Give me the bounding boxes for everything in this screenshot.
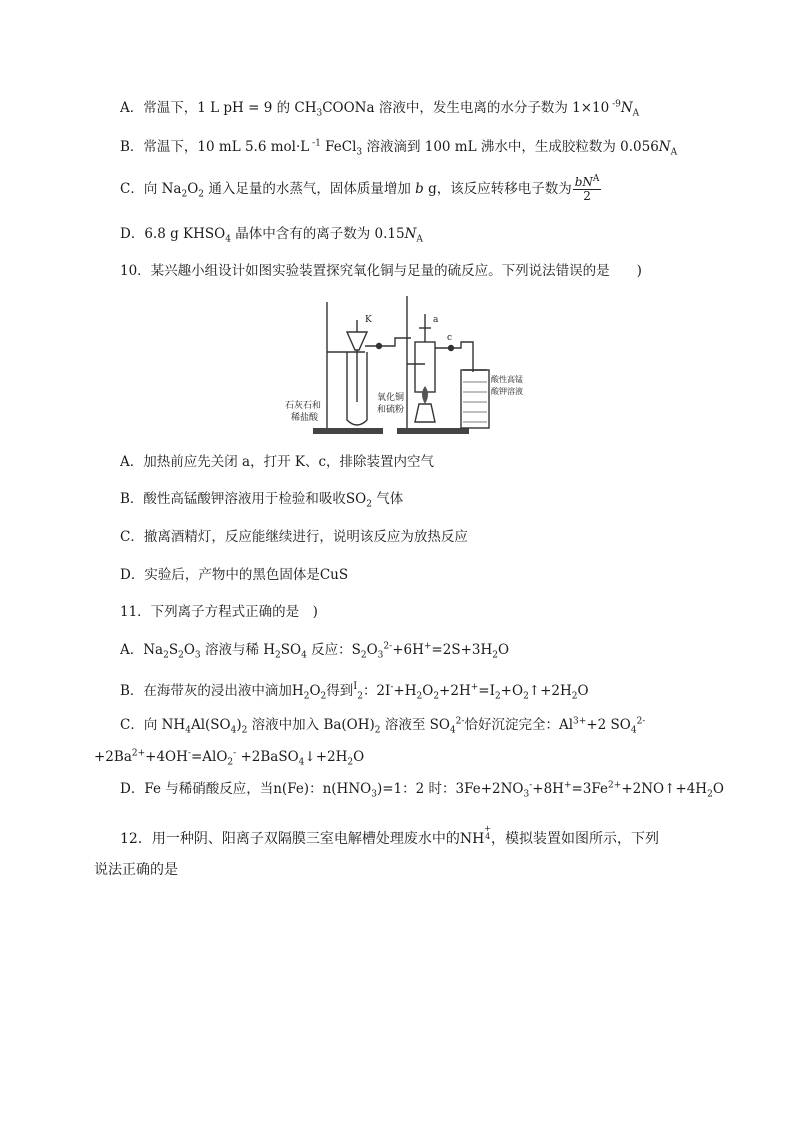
q11-option-b: B．在海带灰的浸出液中滴加$H_2O_2$得到$^I_2$：$2I^-+H_2O_2+2H^+=I_2+O_2↑+2H_2O$: [120, 681, 589, 702]
label-k: K: [365, 315, 372, 325]
label-right-2: 酸钾溶液: [491, 387, 523, 396]
apparatus-diagram: [285, 292, 523, 440]
q10-option-a: A．加热前应先关闭 a，打开 K、c，排除装置内空气: [120, 454, 435, 470]
q11-option-c-line1: C．向 $NH_4Al(SO_4)_2$ 溶液中加入 $Ba(OH)_2$ 溶液至 $SO_4^{2-}$恰好沉淀完全：$Al^{3+}+2$ $SO_4^{2-}$: [120, 716, 646, 736]
label-left-2: 稀盐酸: [291, 413, 319, 423]
q10-option-d: D．实验后，产物中的黑色固体是CuS: [120, 567, 349, 583]
q9-option-d: D．6.8 g $KHSO_4$ 晶体中含有的离子数为 $0.15N_A$: [120, 226, 423, 245]
q11-option-a: A．$Na_2S_2O_3$ 溶液与稀 $H_2SO_4$ 反应：$S_2O_3^{2-}+6H^+=2S+3H_2O$: [120, 641, 510, 661]
q12-stem-line1: 12．用一种阴、阳离子双隔膜三室电解槽处理废水中的NH + 4 ，模拟装置如图所示，下列: [120, 824, 659, 847]
label-c: c: [447, 333, 453, 343]
q10-stem: 10．某兴趣小组设计如图实验装置探究氧化铜与足量的硫反应。下列说法错误的是 ): [120, 263, 642, 279]
q10-option-b: B．酸性高锰酸钾溶液用于检验和吸收$SO_2$ 气体: [120, 491, 404, 510]
label-a: a: [433, 315, 439, 325]
q9-option-c: C．向 $Na_2O_2$ 通入足量的水蒸气，固体质量增加 b g，该反应转移电子数为 $\frac{bN^A}{2}$: [120, 174, 600, 203]
fraction: $\frac{bN^A}{2}$: [574, 174, 600, 203]
label-right-1: 酸性高锰: [491, 375, 523, 384]
q11-option-c-line2: $+2Ba^{2+}+4OH^-=AlO_2^-$ $+2BaSO_4↓+2H_2O$: [94, 748, 365, 768]
q10-option-c: C．撤离酒精灯，反应能继续进行，说明该反应为放热反应: [120, 529, 468, 545]
q9-option-a: A．常温下，1 L pH = 9 的 $CH_3COONa$ 溶液中，发生电离的水分子数为 1×10 $^{-9}N_A$: [120, 99, 640, 119]
label-mid-1: 氧化铜: [377, 393, 405, 403]
label-left-1: 石灰石和: [285, 401, 322, 411]
q11-option-d: D．Fe 与稀硝酸反应，当n(Fe)：$n(HNO_3)=1$：2 时：$3Fe+2NO_3^-+8H^+=3Fe^{2+}+2NO↑+4H_2O$: [120, 780, 724, 800]
label-mid-2: 和硫粉: [377, 405, 405, 415]
q12-stem-line2: 说法正确的是: [94, 862, 178, 878]
q11-stem: 11．下列离子方程式正确的是 ): [120, 604, 318, 620]
q9-option-b: B．常温下，10 mL 5.6 mol·L $^{-1}$ FeCl$_3$ 溶液滴到 100 mL 沸水中，生成胶粒数为 $0.056N_A$: [120, 138, 678, 158]
